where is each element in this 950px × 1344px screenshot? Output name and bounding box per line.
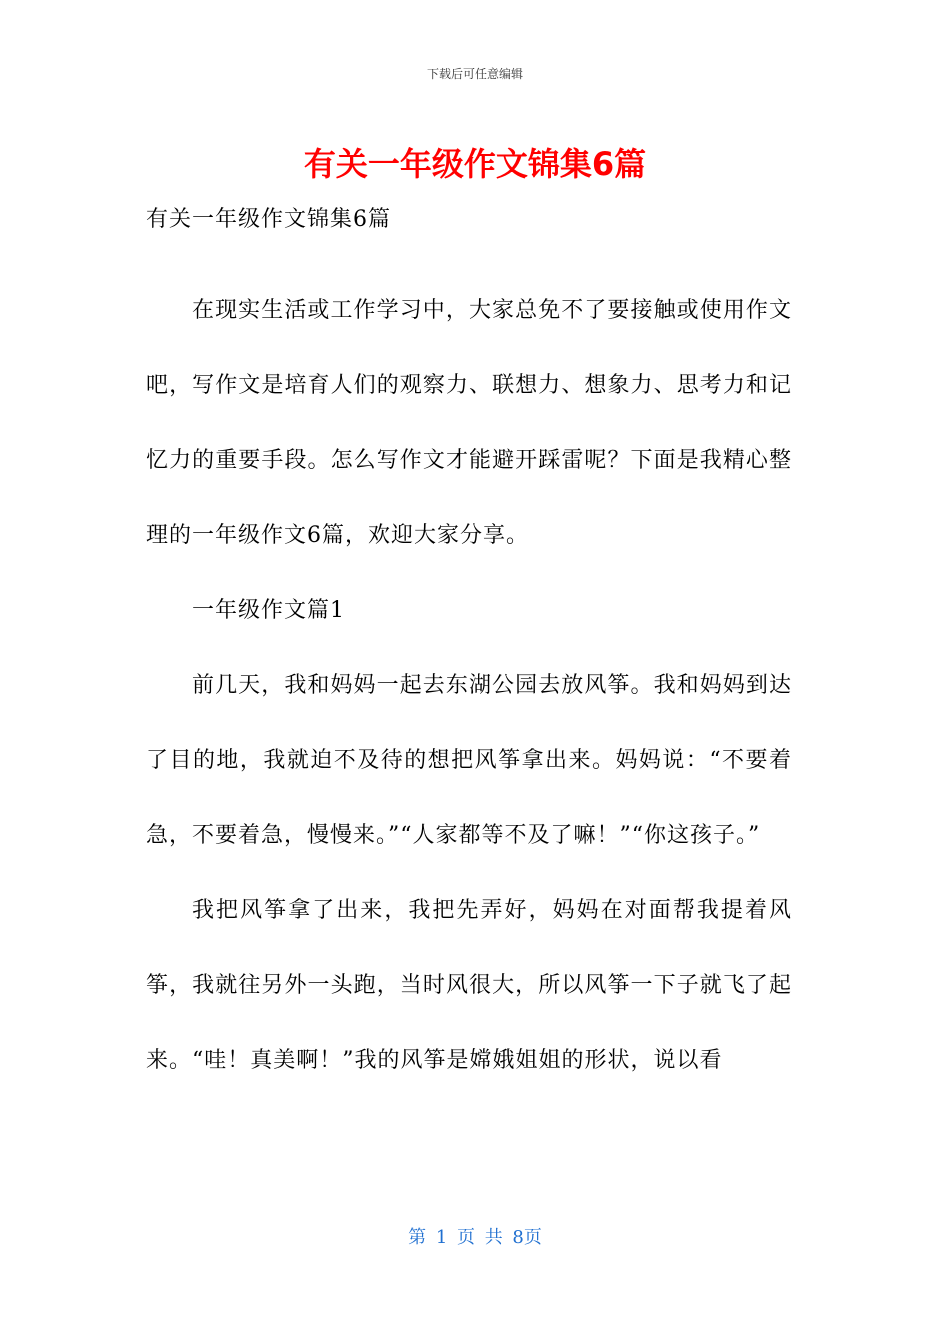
document-title: 有关一年级作文锦集6篇 [303, 145, 647, 183]
document-body [146, 198, 792, 1098]
header-note: 下载后可任意编辑 [426, 67, 523, 81]
intro-paragraph: 在现实生活或工作学习中，大家总免不了要接触或使用作文吧，写作文是培育人们的观察力、联想力、想象力、思考力和记忆力的重要手段。怎么写作文才能避开踩雷呢？下面是我精心整理的一年级作文6篇，欢迎大家分享。 [146, 298, 792, 548]
page-indicator: 第 1 页 共 8页 [408, 1227, 542, 1248]
section-heading: 一年级作文篇1 [192, 598, 345, 623]
story-paragraph: 我把风筝拿了出来，我把先弄好，妈妈在对面帮我提着风筝，我就往另外一头跑，当时风很大，所以风筝一下子就飞了起来。“哇！真美啊！”我的风筝是嫦娥姐姐的形状，说以看 [146, 898, 792, 1073]
subtitle-paragraph: 有关一年级作文锦集6篇 [146, 207, 391, 232]
story-paragraph: 前几天，我和妈妈一起去东湖公园去放风筝。我和妈妈到达了目的地，我就迫不及待的想把风筝拿出来。妈妈说：“不要着急，不要着急，慢慢来。”“人家都等不及了嘛！”“你这孩子。” [146, 673, 792, 848]
